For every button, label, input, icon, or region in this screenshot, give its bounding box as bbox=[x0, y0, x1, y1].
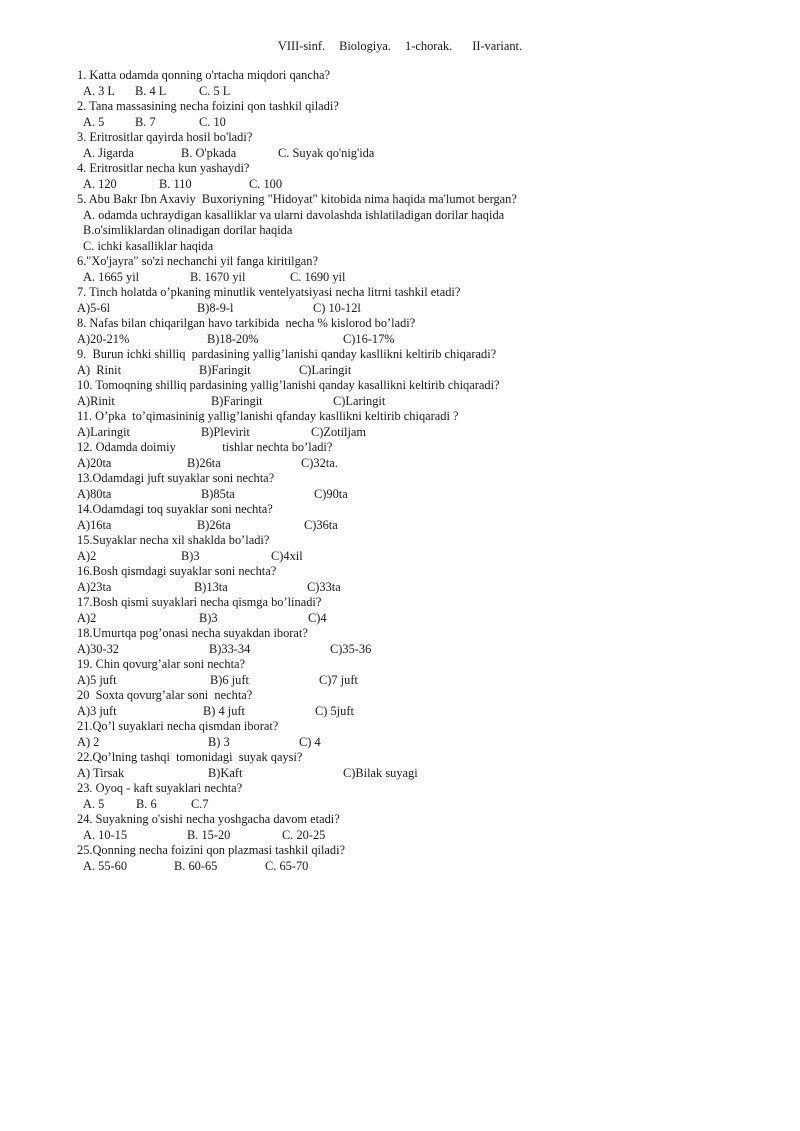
header-subject: Biologiya. bbox=[339, 39, 392, 53]
answer-option bbox=[77, 208, 777, 224]
answer-row bbox=[77, 673, 777, 689]
question-text: 9. Burun ichki shilliq pardasining yallig’lanishi qanday kasllikni keltirib chiqaradi? bbox=[77, 347, 497, 361]
answer-option: A. 5 bbox=[83, 796, 105, 811]
question-text: 7. Tinch holatda o’pkaning minutlik ventelyatsiyasi necha litrni tashkil etadi? bbox=[77, 285, 461, 299]
answer-row bbox=[77, 859, 777, 875]
answer-option: C)16-17% bbox=[343, 331, 395, 346]
question-text: 18.Umurtqa pog’onasi necha suyakdan iborat? bbox=[77, 626, 308, 640]
answer-option: C)Bilak suyagi bbox=[343, 765, 418, 780]
answer-option-text: B.o'simliklardan olinadigan dorilar haqida bbox=[83, 223, 293, 237]
question-text: 2. Tana massasining necha foizini qon tashkil qiladi? bbox=[77, 99, 339, 113]
answer-option: C)33ta bbox=[307, 579, 341, 594]
answer-row bbox=[77, 177, 777, 193]
answer-row bbox=[77, 363, 777, 379]
page-header bbox=[0, 37, 800, 55]
answer-option: A)Rinit bbox=[77, 393, 115, 408]
answer-option: A)20-21% bbox=[77, 331, 130, 346]
header-quarter: 1-chorak. bbox=[405, 39, 453, 53]
answer-option: B)Kaft bbox=[208, 765, 243, 780]
question-text: 13.Odamdagi juft suyaklar soni nechta? bbox=[77, 471, 275, 485]
answer-row bbox=[77, 394, 777, 410]
answer-option: A)2 bbox=[77, 610, 97, 625]
answer-option: B)3 bbox=[181, 548, 200, 563]
answer-option: B. 6 bbox=[136, 796, 157, 811]
answer-option: C. 1690 yil bbox=[290, 269, 346, 284]
answer-option: A) Rinit bbox=[77, 362, 122, 377]
answer-option: C) 5juft bbox=[315, 703, 354, 718]
answer-option: A. 10-15 bbox=[83, 827, 128, 842]
question-text: 21.Qo’l suyaklari necha qismdan iborat? bbox=[77, 719, 279, 733]
answer-option: C.7 bbox=[191, 796, 209, 811]
question-text: 17.Bosh qismi suyaklari necha qismga bo’linadi? bbox=[77, 595, 322, 609]
answer-option: B. 4 L bbox=[135, 83, 167, 98]
answer-option: B)13ta bbox=[194, 579, 228, 594]
question-text: 3. Eritrositlar qayirda hosil bo'ladi? bbox=[77, 130, 253, 144]
answer-option: B)8-9-l bbox=[197, 300, 234, 315]
answer-option: B)Plevirit bbox=[201, 424, 250, 439]
question-text: 24. Suyakning o'sishi necha yoshgacha davom etadi? bbox=[77, 812, 340, 826]
answer-option: A)3 juft bbox=[77, 703, 117, 718]
question-text: 1. Katta odamda qonning o'rtacha miqdori qancha? bbox=[77, 68, 331, 82]
question-text: 5. Abu Bakr Ibn Axaviy Buxoriyning "Hidoyat" kitobida nima haqida ma'lumot bergan? bbox=[77, 192, 517, 206]
answer-option: B) 4 juft bbox=[203, 703, 245, 718]
answer-row bbox=[77, 146, 777, 162]
answer-option: B)33-34 bbox=[209, 641, 251, 656]
answer-option: B)Faringit bbox=[211, 393, 263, 408]
answer-option: A)2 bbox=[77, 548, 97, 563]
answer-option: B. 1670 yil bbox=[190, 269, 246, 284]
answer-option: B)6 juft bbox=[210, 672, 249, 687]
answer-option bbox=[77, 239, 777, 255]
answer-option: A)5 juft bbox=[77, 672, 117, 687]
answer-option: C. 20-25 bbox=[282, 827, 326, 842]
answer-row bbox=[77, 270, 777, 286]
answer-option: B. O'pkada bbox=[181, 145, 237, 160]
answer-row bbox=[77, 797, 777, 813]
answer-row bbox=[77, 425, 777, 441]
answer-option: B. 60-65 bbox=[174, 858, 218, 873]
question-text: 23. Oyoq - kaft suyaklari nechta? bbox=[77, 781, 243, 795]
answer-option bbox=[77, 223, 777, 239]
answer-option: A) 2 bbox=[77, 734, 100, 749]
answer-row bbox=[77, 84, 777, 100]
answer-option: C)7 juft bbox=[319, 672, 358, 687]
header-grade: VIII-sinf. bbox=[277, 39, 326, 53]
answer-option: C)35-36 bbox=[330, 641, 372, 656]
answer-option: C)90ta bbox=[314, 486, 348, 501]
answer-option: C)Zotiljam bbox=[311, 424, 367, 439]
question-text: 19. Chin qovurg’alar soni nechta? bbox=[77, 657, 246, 671]
answer-option: B)Faringit bbox=[199, 362, 251, 377]
answer-option: B. 15-20 bbox=[187, 827, 231, 842]
answer-row bbox=[77, 549, 777, 565]
header-variant: II-variant. bbox=[472, 39, 523, 53]
answer-option: B)85ta bbox=[201, 486, 235, 501]
answer-option: C)4xil bbox=[271, 548, 303, 563]
answer-row bbox=[77, 766, 777, 782]
answer-option-text: A. odamda uchraydigan kasalliklar va ularni davolashda ishlatiladigan dorilar haqida bbox=[83, 207, 505, 222]
question-text: 6."Xo'jayra" so'zi nechanchi yil fanga kiritilgan? bbox=[77, 254, 318, 268]
answer-row bbox=[77, 735, 777, 751]
answer-option: A. Jigarda bbox=[83, 145, 134, 160]
answer-option: A)23ta bbox=[77, 579, 112, 594]
answer-option: A)Laringit bbox=[77, 424, 130, 439]
question-text: 8. Nafas bilan chiqarilgan havo tarkibida necha % kislorod bo’ladi? bbox=[77, 316, 416, 330]
answer-option: B)26ta bbox=[197, 517, 231, 532]
answer-option: C. 10 bbox=[199, 114, 226, 129]
answer-option: A. 5 bbox=[83, 114, 105, 129]
answer-option: C. 100 bbox=[249, 176, 283, 191]
answer-option: C. 5 L bbox=[199, 83, 231, 98]
answer-row bbox=[77, 704, 777, 720]
answer-option: C)Laringit bbox=[299, 362, 352, 377]
answer-option: A. 3 L bbox=[83, 83, 116, 98]
answer-option: B. 7 bbox=[135, 114, 156, 129]
answer-option: C)36ta bbox=[304, 517, 338, 532]
answer-row bbox=[77, 580, 777, 596]
answer-row bbox=[77, 487, 777, 503]
question-text: 16.Bosh qismdagi suyaklar soni nechta? bbox=[77, 564, 277, 578]
question-text: 10. Tomoqning shilliq pardasining yallig’lanishi qanday kasallikni keltirib chiqaradi? bbox=[77, 378, 500, 392]
question-text: 22.Qo’lning tashqi tomonidagi suyak qaysi? bbox=[77, 750, 303, 764]
answer-option: A)20ta bbox=[77, 455, 112, 470]
question-text: 25.Qonning necha foizini qon plazmasi tashkil qiladi? bbox=[77, 843, 346, 857]
answer-row bbox=[77, 518, 777, 534]
answer-option: A) Tirsak bbox=[77, 765, 125, 780]
answer-option: B)26ta bbox=[187, 455, 221, 470]
answer-option: A. 1665 yil bbox=[83, 269, 140, 284]
answer-option: B)18-20% bbox=[207, 331, 259, 346]
answer-option: A. 55-60 bbox=[83, 858, 128, 873]
answer-row bbox=[77, 301, 777, 317]
answer-option: B) 3 bbox=[208, 734, 230, 749]
answer-option: C)Laringit bbox=[333, 393, 386, 408]
question-text: 15.Suyaklar necha xil shaklda bo’ladi? bbox=[77, 533, 270, 547]
answer-option: A)80ta bbox=[77, 486, 112, 501]
question-text: 11. O’pka to’qimasininig yallig’lanishi qfanday kasllikni keltirib chiqaradi ? bbox=[77, 409, 459, 423]
answer-option: C. 65-70 bbox=[265, 858, 309, 873]
question-text: 4. Eritrositlar necha kun yashaydi? bbox=[77, 161, 250, 175]
answer-option: A)30-32 bbox=[77, 641, 119, 656]
answer-option: C) 4 bbox=[299, 734, 321, 749]
question-text: 14.Odamdagi toq suyaklar soni nechta? bbox=[77, 502, 273, 516]
answer-option: A)5-6l bbox=[77, 300, 111, 315]
answer-option: B)3 bbox=[199, 610, 218, 625]
question-text: 12. Odamda doimiy tishlar nechta bo’ladi? bbox=[77, 440, 333, 454]
answer-option: C)4 bbox=[308, 610, 327, 625]
answer-option: B. 110 bbox=[159, 176, 192, 191]
answer-row bbox=[77, 828, 777, 844]
answer-row bbox=[77, 642, 777, 658]
answer-row bbox=[77, 611, 777, 627]
question-list bbox=[77, 68, 777, 874]
answer-option: C) 10-12l bbox=[313, 300, 361, 315]
answer-row bbox=[77, 332, 777, 348]
answer-option: C)32ta. bbox=[301, 455, 338, 470]
answer-option: A. 120 bbox=[83, 176, 117, 191]
answer-option: C. Suyak qo'nig'ida bbox=[278, 145, 375, 160]
question-text: 20 Soxta qovurg’alar soni nechta? bbox=[77, 688, 253, 702]
answer-option: A)16ta bbox=[77, 517, 112, 532]
answer-row bbox=[77, 456, 777, 472]
answer-option-text: C. ichki kasalliklar haqida bbox=[83, 238, 214, 253]
answer-row bbox=[77, 115, 777, 131]
